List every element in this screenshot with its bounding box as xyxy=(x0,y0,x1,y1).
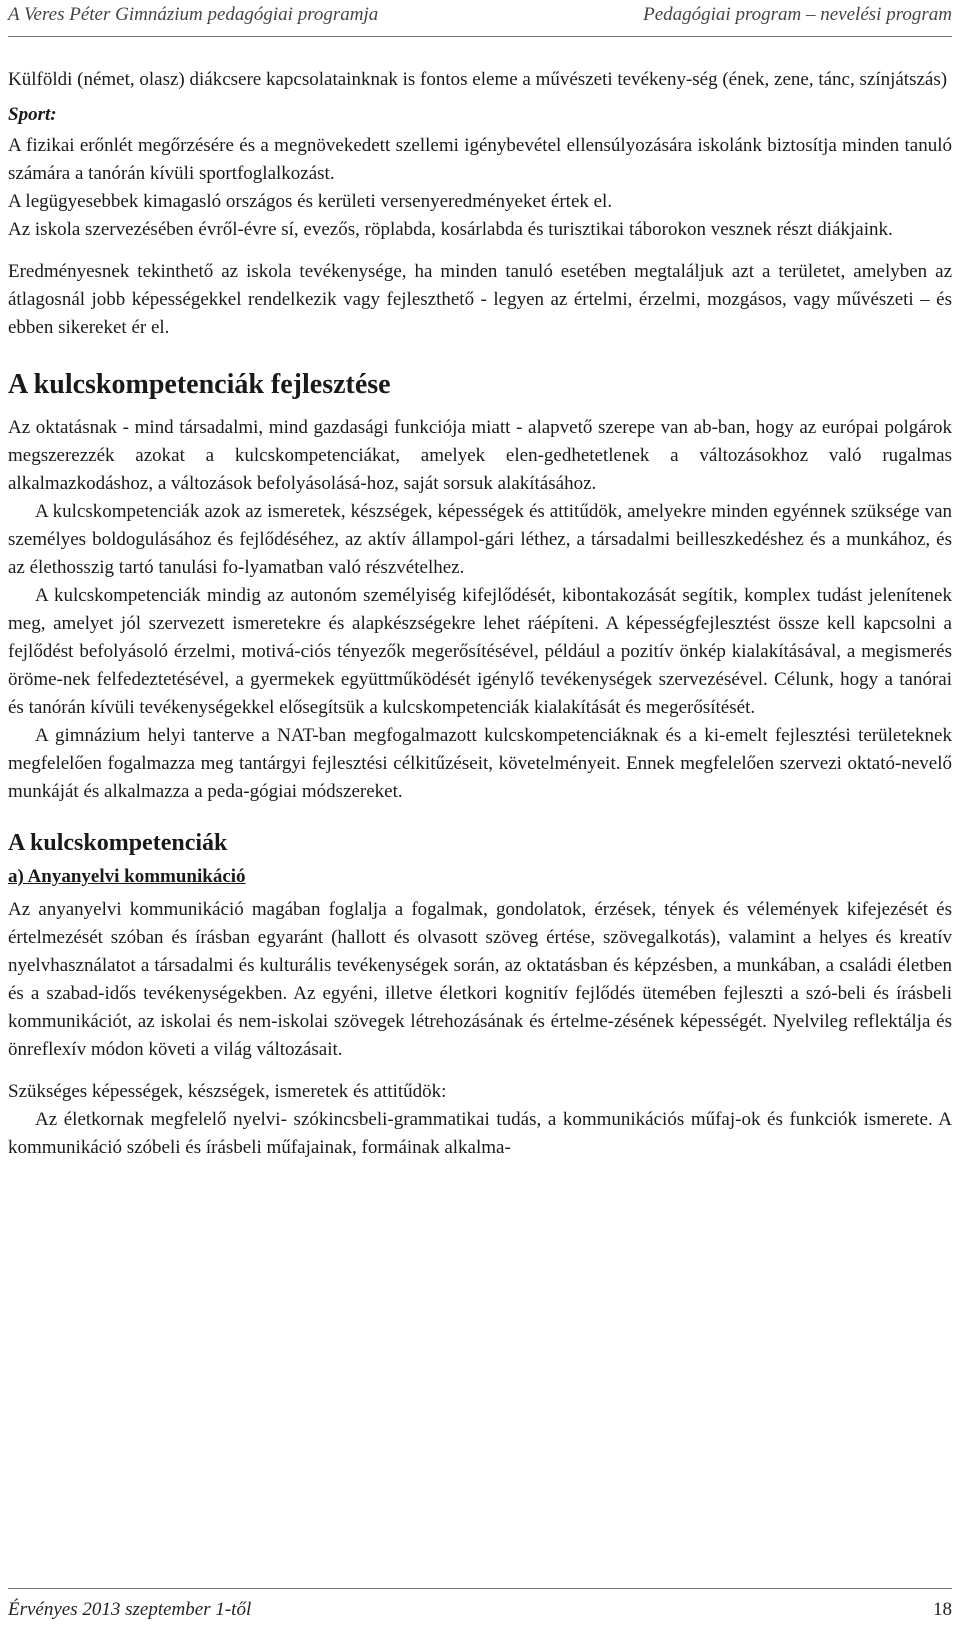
page-number: 18 xyxy=(933,1599,952,1620)
paragraph-competition-results: A legügyesebbek kimagasló országos és kerületi versenyeredményeket értek el. xyxy=(8,191,613,212)
footer-validity: Érvényes 2013 szeptember 1-től xyxy=(8,1599,252,1620)
section-heading-key-competences-development: A kulcskompetenciák fejlesztése xyxy=(8,369,391,400)
paragraph-competences-autonomy: A kulcskompetenciák mindig az autonóm személyiség kifejlődését, kibontakozását segítik, komplex tudást jelenítenek meg, amelyet jól szervezett ismeretekre és alapkészségekre lehet ráépíteni. A képességfejlesztést össze kell kapcsolni a fejlődést befolyásoló érzelmi, motivá-ciós tényezők megerősítésével, például a pozitív önkép kialakításával, a megismerés öröme-nek felfedeztetésével, a gyermekek együttműködését igénylő tevékenységek szervezésével. Célunk, hogy a tanórai és tanórán kívüli tevékenységekkel elősegítsük a kulcskompetenciák kialakítását és megerősítését. xyxy=(8,585,952,718)
paragraph-education-role: Az oktatásnak - mind társadalmi, mind gazdasági funkciója miatt - alapvető szerepe van ab-ban, hogy az európai polgárok megszerezzék azokat a kulcskompetenciákat, amelyek elen-gedhetetlenek a változásokhoz való rugalmas alkalmazkodáshoz, a változások befolyásolásá-hoz, saját sorsuk alakításához. xyxy=(8,417,952,494)
paragraph-sport-activities: A fizikai erőnlét megőrzésére és a megnövekedett szellemi igénybevétel ellensúlyozására iskolánk biztosítja minden tanuló számára a tanórán kívüli sportfoglalkozást. xyxy=(8,135,952,184)
subheading-native-language-communication: a) Anyanyelvi kommunikáció xyxy=(8,866,246,887)
paragraph-success-criteria: Eredményesnek tekinthető az iskola tevékenysége, ha minden tanuló esetében megtaláljuk azt a területet, amelyben az átlagosnál jobb képességekkel rendelkezik vagy fejleszthető - legyen az értelmi, érzelmi, mozgásos, vagy művészeti – és ebben sikereket ér el. xyxy=(8,261,952,338)
paragraph-local-curriculum: A gimnázium helyi tanterve a NAT-ban megfogalmazott kulcskompetenciáknak és a ki-emelt fejlesztési területeknek megfelelően fogalmazza meg tantárgyi fejlesztési célkitűzéseit, követelményeit. Ennek megfelelően szervezi oktató-nevelő munkáját és alkalmazza a peda-gógiai módszereket. xyxy=(8,725,952,802)
paragraph-skills: Az életkornak megfelelő nyelvi- szókincsbeli-grammatikai tudás, a kommunikációs műfaj-ok és funkciók ismerete. A kommunikáció szóbeli és írásbeli műfajainak, formáinak alkalma- xyxy=(8,1109,952,1158)
spacer xyxy=(8,244,952,258)
paragraph-exchange: Külföldi (német, olasz) diákcsere kapcsolatainknak is fontos eleme a művészeti tevékeny-ség (ének, zene, tánc, színjátszás) xyxy=(8,69,948,90)
paragraph-camps: Az iskola szervezésében évről-évre sí, evezős, röplabda, kosárlabda és turisztikai táborokon vesznek részt diákjaink. xyxy=(8,219,893,240)
skills-label: Szükséges képességek, készségek, ismeretek és attitűdök: xyxy=(8,1081,447,1102)
page-header xyxy=(8,4,952,37)
paragraph-competences-definition: A kulcskompetenciák azok az ismeretek, készségek, képességek és attitűdök, amelyekre minden egyénnek szüksége van személyes boldogulásához és fejlődéséhez, az aktív állampol-gári léthez, a társadalmi beilleszkedéshez és a munkához, és az élethosszig tartó tanulási fo-lyamatban való részvételhez. xyxy=(8,501,952,578)
sport-label: Sport: xyxy=(8,104,57,125)
header-section-title: Pedagógiai program – nevelési program xyxy=(643,4,952,25)
header-school-title: A Veres Péter Gimnázium pedagógiai programja xyxy=(8,4,379,25)
paragraph-native-language: Az anyanyelvi kommunikáció magában foglalja a fogalmak, gondolatok, érzések, tények és vélemények kifejezését és értelmezését szóban és írásban egyaránt (hallott és olvasott szöveg értése, szövegalkotás), valamint a helyes és kreatív nyelvhasználatot a társadalmi és kulturális tevékenységek során, az oktatásban és képzésben, a munkában, a családi életben és a szabad-idős tevékenységekben. Az egyéni, illetve életkori kognitív fejlődés ütemében fejleszti a szó-beli és írásbeli kommunikációt, az iskolai és nem-iskolai szövegek létrehozásának és értelme-zésének képességét. Nyelvileg reflektálja és önreflexív módon követi a világ változásait. xyxy=(8,899,952,1060)
section-heading-key-competences: A kulcskompetenciák xyxy=(8,830,228,856)
page-content xyxy=(8,66,952,1162)
page-footer xyxy=(8,1588,952,1621)
